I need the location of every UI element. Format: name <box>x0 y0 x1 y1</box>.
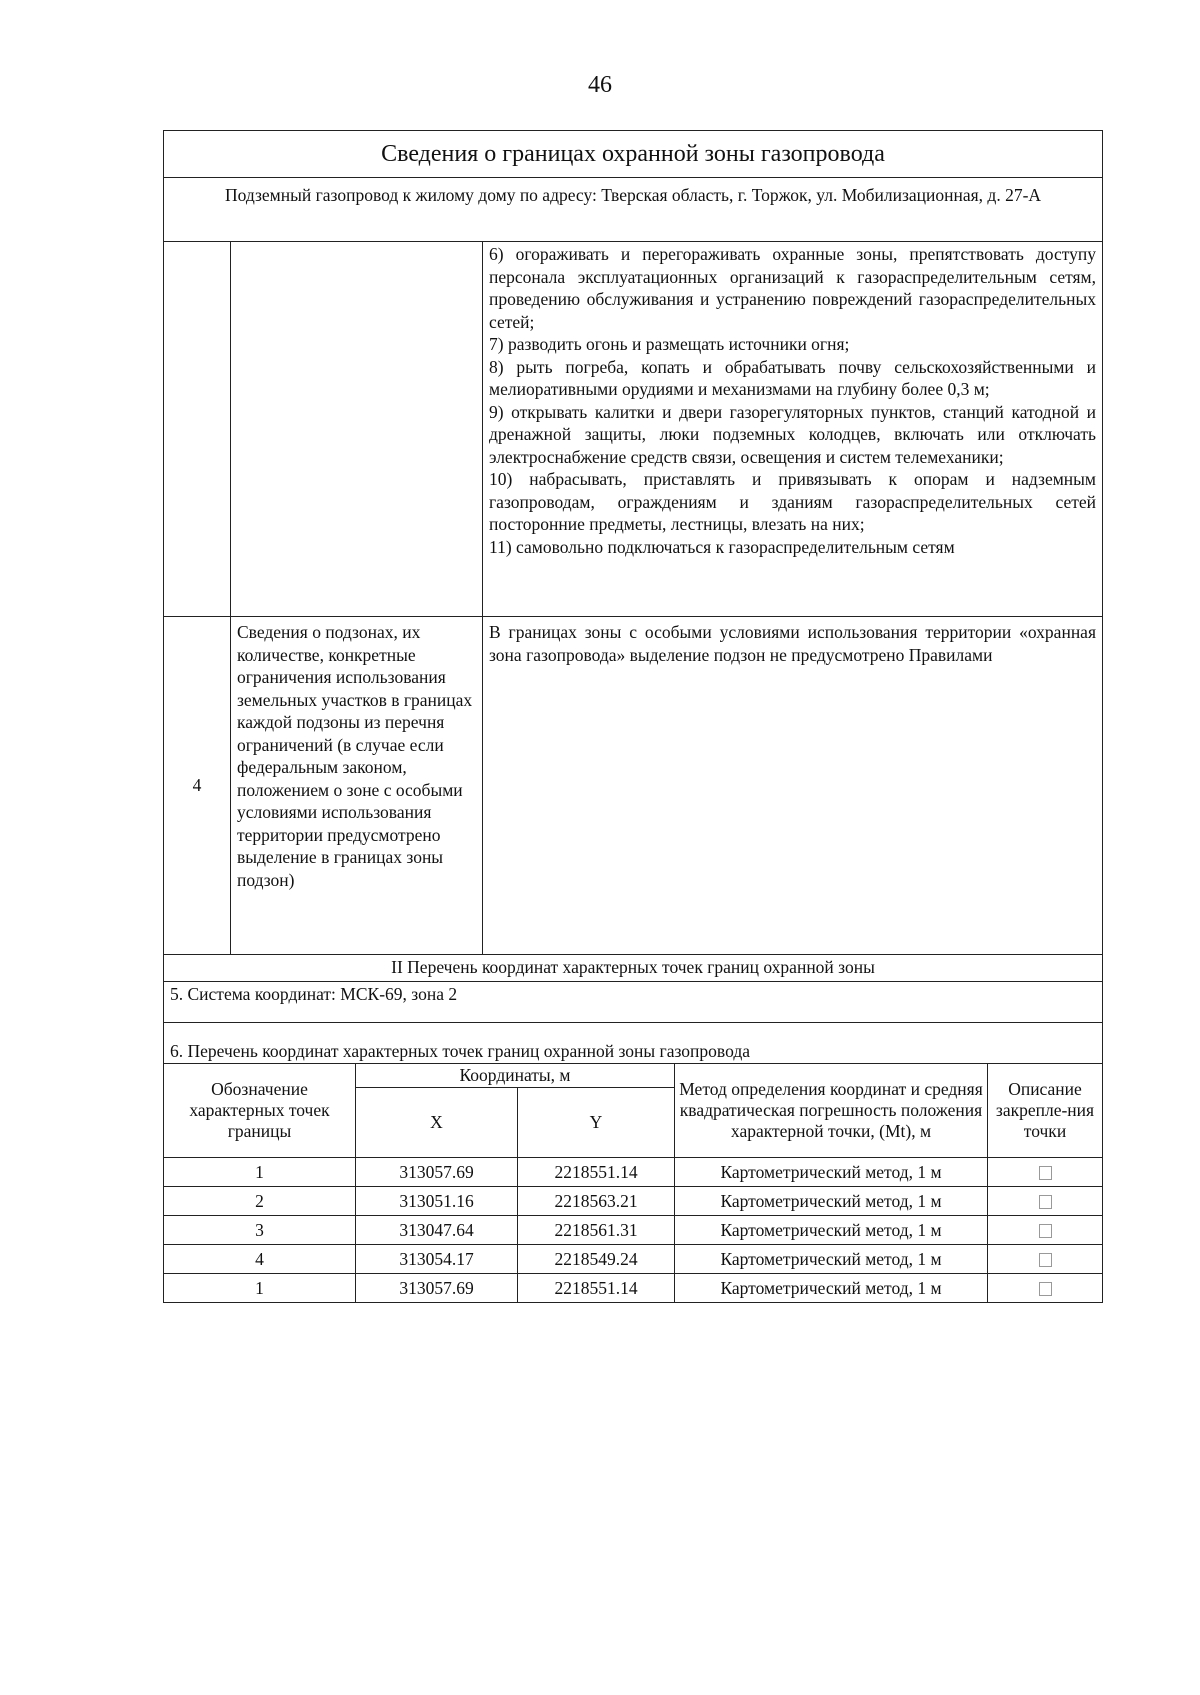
restriction-item: 9) открывать калитки и двери газорегуляторных пунктов, станций катодной и дренажной защиты, люки подземных колодцев, включать или отключать электроснабжение средств связи, освещения и систем телемеханики; <box>489 401 1096 467</box>
cell-method: Картометрический метод, 1 м <box>675 1158 988 1187</box>
header-method: Метод определения координат и средняя квадратическая погрешность положения характерной точки, (Mt), м <box>675 1064 988 1158</box>
restrictions-list <box>483 242 1103 617</box>
empty-box-icon <box>1039 1253 1052 1267</box>
row-value: В границах зоны с особыми условиями использования территории «охранная зона газопровода» выделение подзон не предусмотрено Правилами <box>483 617 1103 955</box>
cell-x: 313051.16 <box>356 1187 518 1216</box>
cell-method: Картометрический метод, 1 м <box>675 1187 988 1216</box>
table-row <box>164 1245 1103 1274</box>
cell-y: 2218551.14 <box>518 1158 675 1187</box>
coordinates-table <box>163 1063 1103 1303</box>
cell-method: Картометрический метод, 1 м <box>675 1245 988 1274</box>
header-point: Обозначение характерных точек границы <box>164 1064 356 1158</box>
row-number: 4 <box>164 617 231 955</box>
cell-y: 2218551.14 <box>518 1274 675 1303</box>
table-row <box>164 1216 1103 1245</box>
cell-point: 2 <box>164 1187 356 1216</box>
cell-description <box>988 1187 1103 1216</box>
restriction-item: 10) набрасывать, приставлять и привязывать к опорам и надземным газопроводам, ограждениям и зданиям газораспределительных сетей посторонние предметы, лестницы, влезать на них; <box>489 469 1096 534</box>
header-description: Описание закрепле-ния точки <box>988 1064 1103 1158</box>
zone-info-table <box>163 130 1103 1064</box>
header-coordinates: Координаты, м <box>356 1064 675 1088</box>
row-number-empty <box>164 242 231 617</box>
cell-method: Картометрический метод, 1 м <box>675 1274 988 1303</box>
restriction-item: 8) рыть погреба, копать и обрабатывать почву сельскохозяйственными и мелиоративными орудиями и механизмами на глубину более 0,3 м; <box>489 356 1096 399</box>
header-y: Y <box>518 1088 675 1158</box>
cell-point: 1 <box>164 1158 356 1187</box>
page-number: 46 <box>588 72 612 98</box>
empty-box-icon <box>1039 1224 1052 1238</box>
empty-box-icon <box>1039 1166 1052 1180</box>
cell-point: 1 <box>164 1274 356 1303</box>
restriction-item: 11) самовольно подключаться к газораспределительным сетям <box>489 536 955 557</box>
cell-y: 2218563.21 <box>518 1187 675 1216</box>
empty-box-icon <box>1039 1282 1052 1296</box>
header-x: X <box>356 1088 518 1158</box>
restriction-item: 6) огораживать и перегораживать охранные зоны, препятствовать доступу персонала эксплуатационных организаций к газораспределительным сетям, проведению обслуживания и устранению повреждений газораспределительных сетей; <box>489 244 1096 332</box>
row-label: Сведения о подзонах, их количестве, конкретные ограничения использования земельных участков в границах каждой подзоны из перечня ограничений (в случае если федеральным законом, положением о зоне с особыми условиями использования территории предусмотрено выделение в границах зоны подзон) <box>231 617 483 955</box>
cell-x: 313057.69 <box>356 1274 518 1303</box>
cell-x: 313054.17 <box>356 1245 518 1274</box>
table-row <box>164 1187 1103 1216</box>
cell-y: 2218561.31 <box>518 1216 675 1245</box>
cell-description <box>988 1158 1103 1187</box>
restriction-item: 7) разводить огонь и размещать источники огня; <box>489 334 850 354</box>
coordinate-system: 5. Система координат: МСК-69, зона 2 <box>164 982 1103 1023</box>
cell-description <box>988 1274 1103 1303</box>
coordinate-list-title: 6. Перечень координат характерных точек границ охранной зоны газопровода <box>164 1023 1103 1064</box>
empty-box-icon <box>1039 1195 1052 1209</box>
document-title: Сведения о границах охранной зоны газопровода <box>164 131 1103 178</box>
cell-x: 313057.69 <box>356 1158 518 1187</box>
table-row <box>164 1274 1103 1303</box>
address: Подземный газопровод к жилому дому по адресу: Тверская область, г. Торжок, ул. Мобилизационная, д. 27-А <box>164 178 1103 242</box>
section-2-title: II Перечень координат характерных точек границ охранной зоны <box>164 955 1103 982</box>
cell-point: 3 <box>164 1216 356 1245</box>
cell-y: 2218549.24 <box>518 1245 675 1274</box>
table-row <box>164 1158 1103 1187</box>
cell-description <box>988 1245 1103 1274</box>
cell-method: Картометрический метод, 1 м <box>675 1216 988 1245</box>
cell-description <box>988 1216 1103 1245</box>
cell-x: 313047.64 <box>356 1216 518 1245</box>
cell-point: 4 <box>164 1245 356 1274</box>
row-label-empty <box>231 242 483 617</box>
